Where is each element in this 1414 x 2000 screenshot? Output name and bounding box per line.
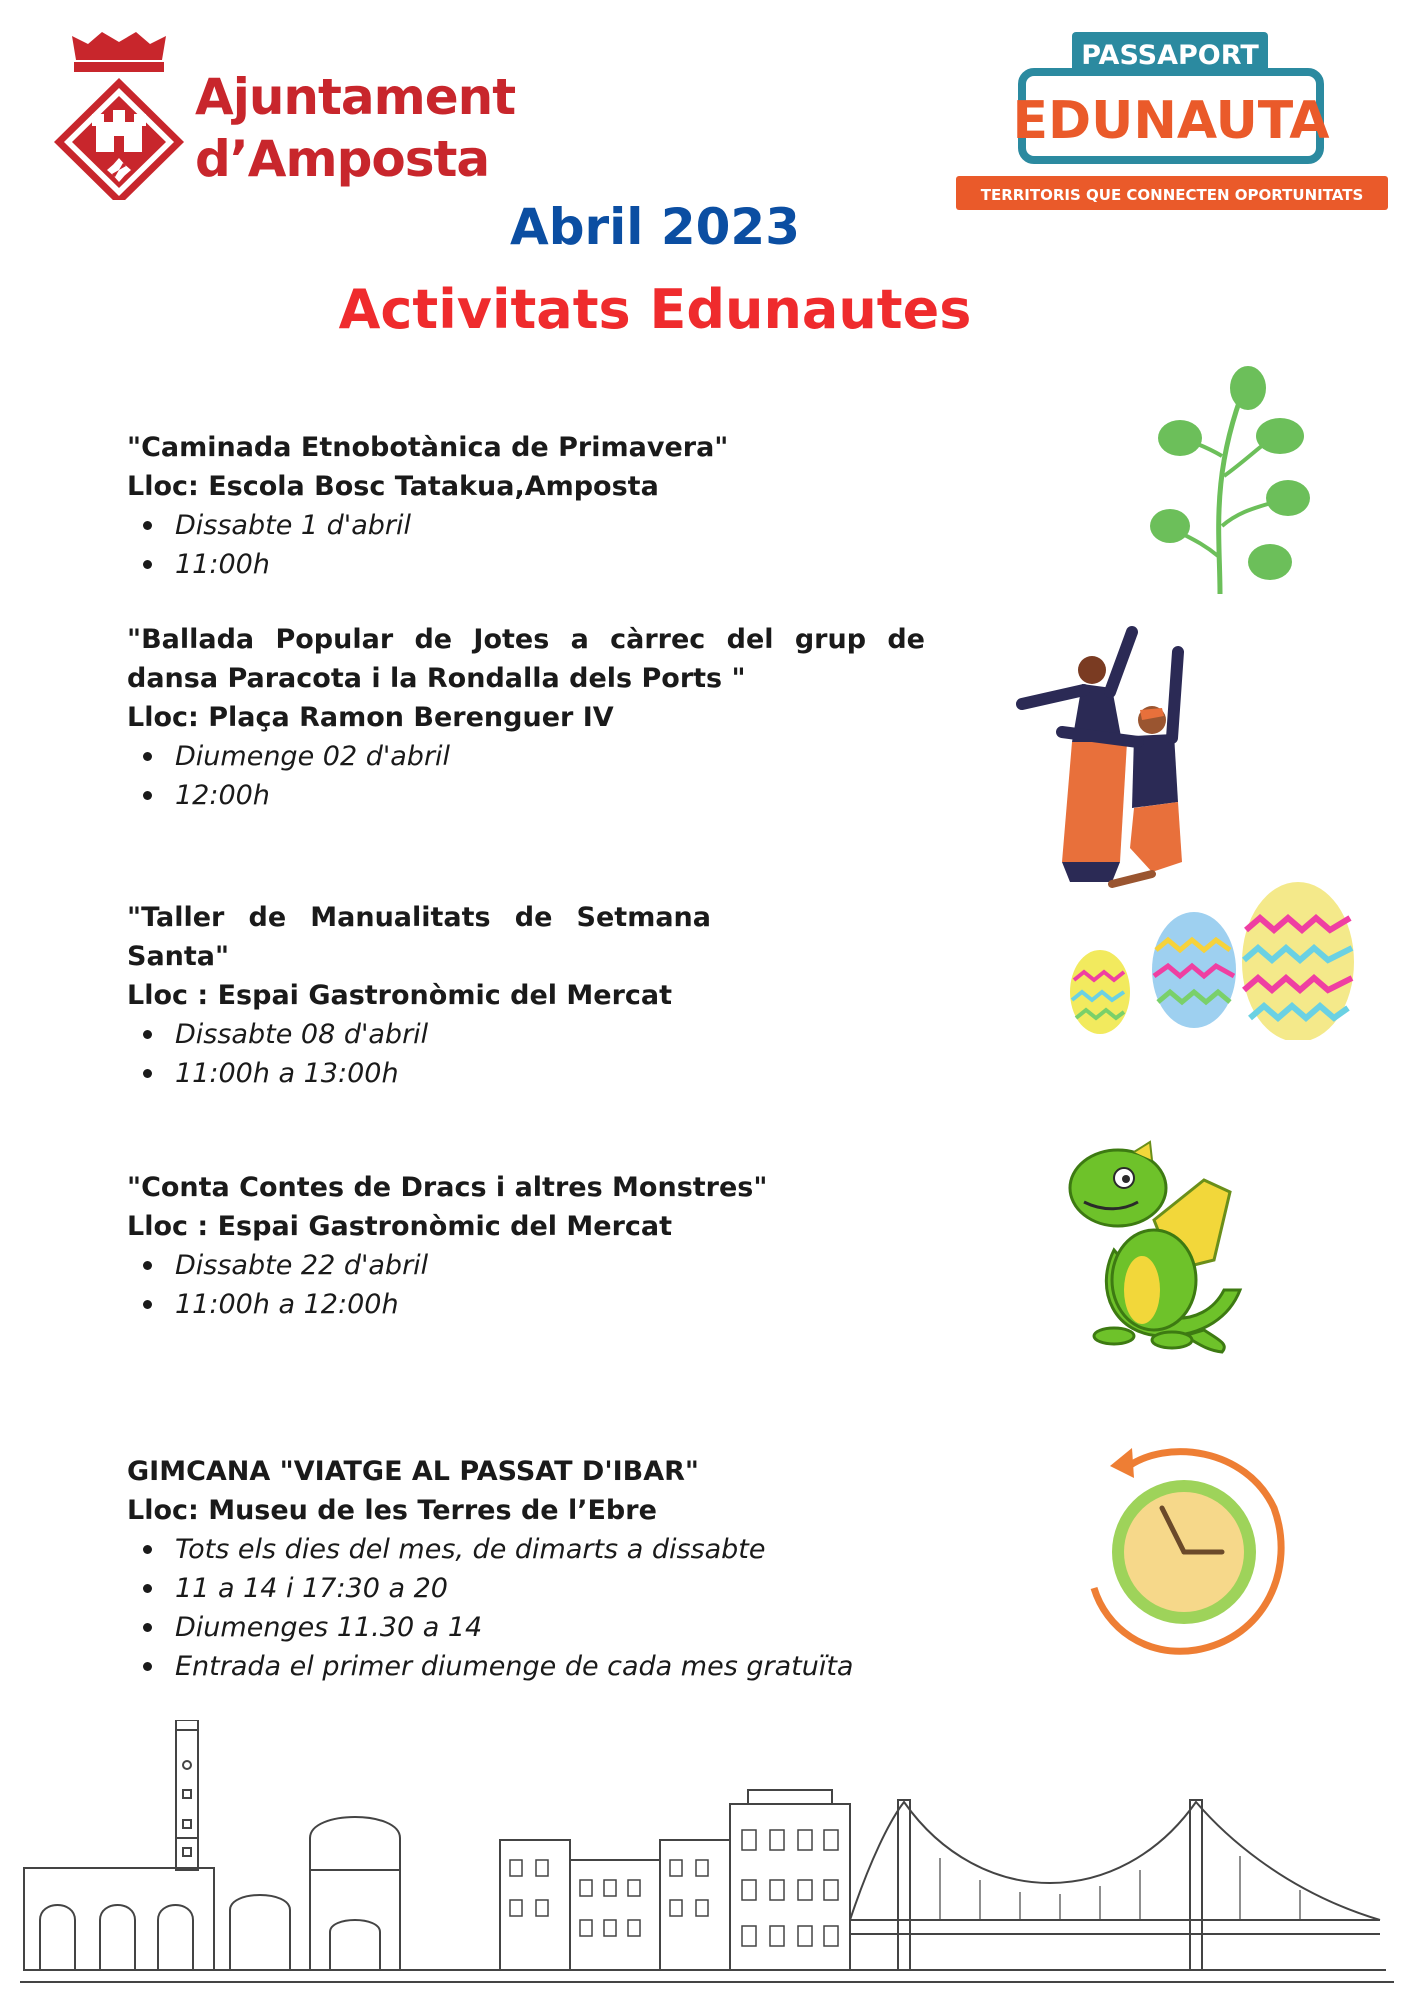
- activity-details: [127, 506, 827, 584]
- activity-place: Lloc : Espai Gastronòmic del Mercat: [127, 980, 673, 1011]
- activity-gimcana: [127, 1452, 947, 1686]
- plant-branch-icon: [1150, 366, 1310, 596]
- activity-free-entry: Entrada el primer diumenge de cada mes gratuïta: [127, 1647, 947, 1686]
- easter-eggs-icon: [1068, 880, 1358, 1040]
- badge-ribbon-text: TERRITORIS QUE CONNECTEN OPORTUNITATS: [980, 186, 1364, 204]
- activity-sunday-hours: Diumenges 11.30 a 14: [127, 1608, 947, 1647]
- activity-date: Diumenge 02 d'abril: [127, 737, 925, 776]
- activity-time: 11:00h: [127, 545, 827, 584]
- activity-time: 12:00h: [127, 776, 925, 815]
- activity-details: [127, 1015, 711, 1093]
- activity-date: Dissabte 22 d'abril: [127, 1246, 887, 1285]
- activity-place: Lloc : Espai Gastronòmic del Mercat: [127, 1211, 673, 1242]
- activity-ballada-jotes: [127, 620, 925, 815]
- clock-icon: [1086, 1438, 1292, 1658]
- activity-place: Lloc: Museu de les Terres de l’Ebre: [127, 1495, 657, 1526]
- city-skyline-illustration: [20, 1720, 1394, 1990]
- badge-top-text: PASSAPORT: [1081, 40, 1259, 71]
- activity-title: "Taller de Manualitats de Setmana Santa": [127, 902, 711, 972]
- activity-title: "Conta Contes de Dracs i altres Monstres": [127, 1172, 768, 1203]
- activity-days: Tots els dies del mes, de dimarts a dissabte: [127, 1530, 947, 1569]
- activity-etnobotanica: [127, 428, 827, 584]
- activity-place: Lloc: Plaça Ramon Berenguer IV: [127, 702, 614, 733]
- ajuntament-line1: Ajuntament: [195, 68, 516, 126]
- activity-time: 11:00h a 13:00h: [127, 1054, 711, 1093]
- activity-time: 11:00h a 12:00h: [127, 1285, 887, 1324]
- activity-title: "Caminada Etnobotànica de Primavera": [127, 432, 729, 463]
- activity-details: [127, 1530, 947, 1686]
- month-title: Abril 2023: [510, 198, 800, 256]
- ajuntament-line2: d’Amposta: [195, 130, 490, 188]
- dragon-icon: [1054, 1140, 1250, 1354]
- passaport-edunauta-logo: [952, 30, 1392, 220]
- ajuntament-name: [195, 66, 515, 190]
- activity-date: Dissabte 08 d'abril: [127, 1015, 711, 1054]
- activity-title: GIMCANA "VIATGE AL PASSAT D'IBAR": [127, 1456, 699, 1487]
- amposta-coat-of-arms-logo: [44, 30, 194, 200]
- badge-main-text: EDUNAUTA: [1012, 91, 1330, 151]
- activity-hours: 11 a 14 i 17:30 a 20: [127, 1569, 947, 1608]
- main-title: Activitats Edunautes: [338, 278, 972, 341]
- activity-details: [127, 737, 925, 815]
- activity-taller-manualitats: [127, 898, 711, 1093]
- activity-date: Dissabte 1 d'abril: [127, 506, 827, 545]
- activity-conta-contes: [127, 1168, 887, 1324]
- activity-details: [127, 1246, 887, 1324]
- activity-title: "Ballada Popular de Jotes a càrrec del grup de dansa Paracota i la Rondalla dels Ports ": [127, 624, 925, 694]
- activity-place: Lloc: Escola Bosc Tatakua,Amposta: [127, 471, 659, 502]
- dancers-icon: [1002, 612, 1212, 900]
